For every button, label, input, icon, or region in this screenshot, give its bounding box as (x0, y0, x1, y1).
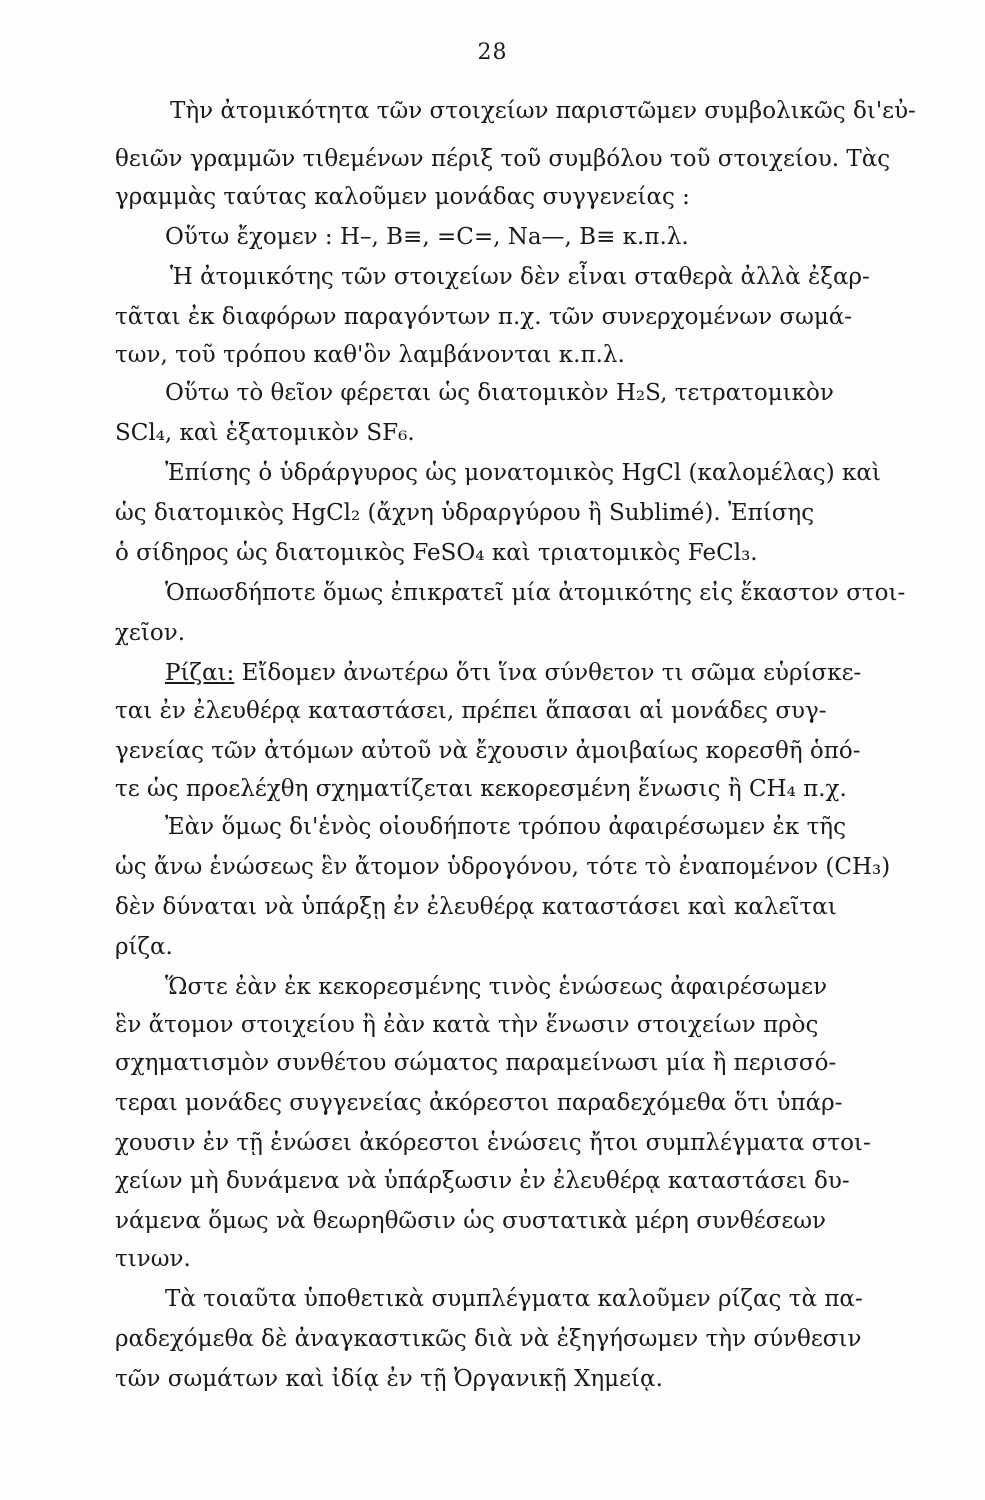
text-line-21: δὲν δύναται νὰ ὑπάρξῃ ἐν ἐλευθέρᾳ καταστάσει καὶ καλεῖται (115, 894, 837, 920)
text-line-11: ὡς διατομικὸς HgCl₂ (ἄχνη ὑδραργύρου ἢ Sublimé). Ἐπίσης (115, 500, 815, 526)
text-line-30: τινων. (115, 1246, 191, 1272)
text-line-7: των, τοῦ τρόπου καθ'ὃν λαμβάνονται κ.π.λ. (115, 342, 625, 368)
text-line-32: ραδεχόμεθα δὲ ἀναγκαστικῶς διὰ νὰ ἐξηγήσωμεν τὴν σύνθεσιν (115, 1326, 862, 1352)
text-line-5: Ἡ ἀτομικότης τῶν στοιχείων δὲν εἶναι σταθερὰ ἀλλὰ ἐξαρ- (170, 264, 870, 290)
riza-line-rest: Εἴδομεν ἀνωτέρω ὅτι ἵνα σύνθετον τι σῶμα εὑρίσκε- (241, 660, 862, 686)
text-line-14: χεῖον. (115, 620, 186, 646)
text-line-29: νάμενα ὅμως νὰ θεωρηθῶσιν ὡς συστατικὰ μέρη συνθέσεων (115, 1208, 827, 1234)
text-line-19: Ἐὰν ὅμως δι'ἑνὸς οἱουδήποτε τρόπου ἀφαιρέσωμεν ἐκ τῆς (165, 814, 846, 840)
text-line-31: Τὰ τοιαῦτα ὑποθετικὰ συμπλέγματα καλοῦμεν ρίζας τὰ πα- (165, 1286, 863, 1312)
text-line-16: ται ἐν ἐλευθέρᾳ καταστάσει, πρέπει ἅπασαι αἱ μονάδες συγ- (115, 698, 827, 724)
text-line-17: γενείας τῶν ἀτόμων αὐτοῦ νὰ ἔχουσιν ἀμοιβαίως κορεσθῆ ὁπό- (115, 738, 861, 764)
text-line-20: ὡς ἄνω ἑνώσεως ἓν ἄτομον ὑδρογόνου, τότε τὸ ἐναπομένον (CH₃) (115, 854, 891, 880)
text-line-2: θειῶν γραμμῶν τιθεμένων πέριξ τοῦ συμβόλου τοῦ στοιχείου. Τὰς (115, 146, 891, 172)
text-line-24: ἓν ἄτομον στοιχείου ἢ ἐὰν κατὰ τὴν ἕνωσιν στοιχείων πρὸς (115, 1012, 819, 1038)
text-line-4: Οὕτω ἔχομεν : H–, B≡, =C=, Na—, B≡ κ.π.λ. (165, 224, 689, 250)
text-line-33: τῶν σωμάτων καὶ ἰδίᾳ ἐν τῇ Ὀργανικῇ Χημείᾳ. (115, 1366, 663, 1392)
text-line-26: τεραι μονάδες συγγενείας ἀκόρεστοι παραδεχόμεθα ὅτι ὑπάρ- (115, 1090, 843, 1116)
text-line-6: τᾶται ἐκ διαφόρων παραγόντων π.χ. τῶν συνερχομένων σωμά- (115, 304, 853, 330)
text-line-10: Ἐπίσης ὁ ὑδράργυρος ὡς μονατομικὸς HgCl (καλομέλας) καὶ (165, 460, 881, 486)
riza-heading: Ρίζαι: (165, 660, 235, 686)
text-line-27: χουσιν ἐν τῇ ἑνώσει ἀκόρεστοι ἑνώσεις ἤτοι συμπλέγματα στοι- (115, 1130, 871, 1156)
text-line-3: γραμμὰς ταύτας καλοῦμεν μονάδας συγγενείας : (115, 184, 690, 210)
text-line-18: τε ὡς προελέχθη σχηματίζεται κεκορεσμένη ἕνωσις ἢ CH₄ π.χ. (115, 776, 847, 802)
page-number: 28 (477, 40, 508, 65)
text-line-25: σχηματισμὸν συνθέτου σώματος παραμείνωσι μία ἢ περισσό- (115, 1050, 837, 1076)
text-line-9: SCl₄, καὶ ἑξατομικὸν SF₆. (115, 420, 415, 446)
text-line-13: Ὁπωσδήποτε ὅμως ἐπικρατεῖ μία ἀτομικότης εἰς ἕκαστον στοι- (165, 580, 906, 606)
text-line-12: ὁ σίδηρος ὡς διατομικὸς FeSO₄ καὶ τριατομικὸς FeCl₃. (115, 540, 758, 566)
text-line-22: ρίζα. (115, 934, 173, 960)
text-line-28: χείων μὴ δυνάμενα νὰ ὑπάρξωσιν ἐν ἐλευθέρᾳ καταστάσει δυ- (115, 1168, 850, 1194)
text-line-15 (165, 658, 861, 688)
text-line-1: Τὴν ἀτομικότητα τῶν στοιχείων παριστῶμεν συμβολικῶς δι'εὐ- (170, 98, 916, 124)
text-line-8: Οὕτω τὸ θεῖον φέρεται ὡς διατομικὸν H₂S, τετρατομικὸν (165, 380, 834, 406)
text-line-23: Ὥστε ἐὰν ἐκ κεκορεσμένης τινὸς ἑνώσεως ἀφαιρέσωμεν (165, 974, 828, 1000)
